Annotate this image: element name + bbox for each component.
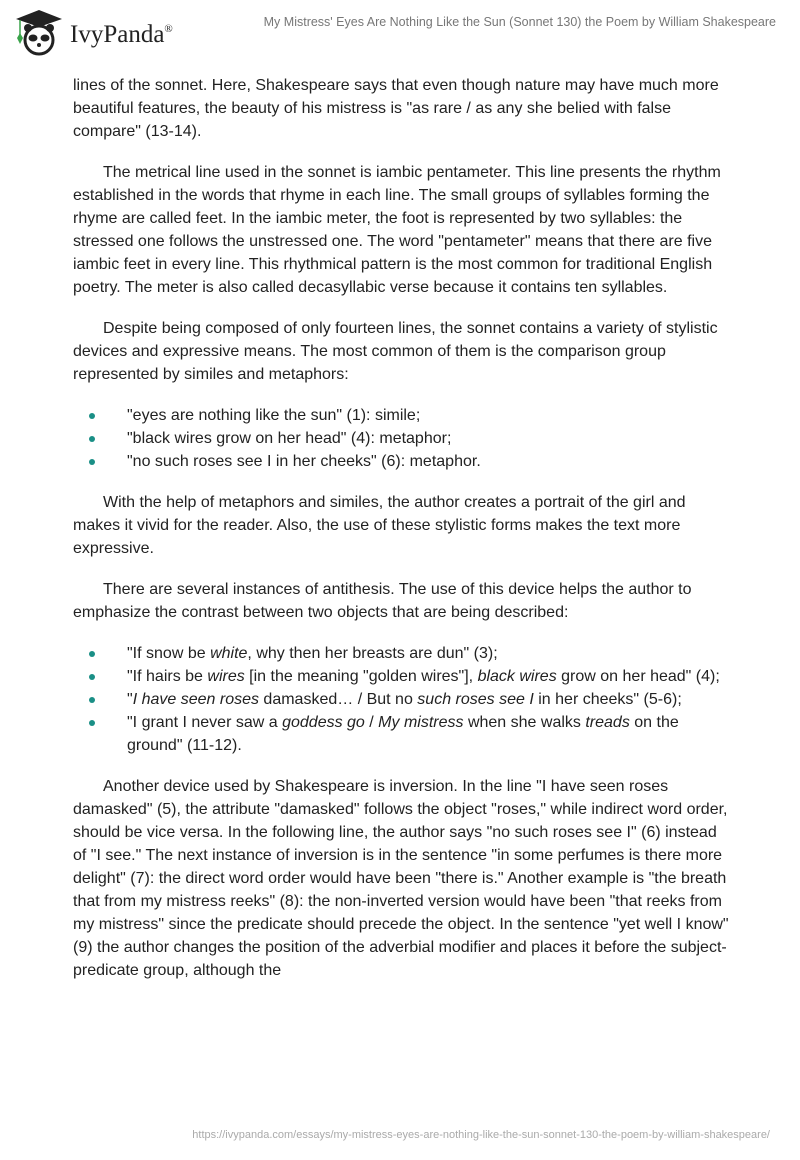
bullet-icon [89, 436, 95, 442]
paragraph: lines of the sonnet. Here, Shakespeare says that even though nature may have much more beautiful features, the beauty of his mistress is "as rare / as any she belied with false compare" (13-14). [73, 77, 719, 140]
paragraph: With the help of metaphors and similes, the author creates a portrait of the girl and makes it vivid for the reader. Also, the use of these stylistic forms makes the text more expressive. [73, 494, 686, 557]
paragraph: Another device used by Shakespeare is inversion. In the line "I have seen roses damasked" (5), the attribute "damasked" follows the object "roses," while indirect word order, should be vice versa. In the following line, the author says "no such roses see I" (6) instead of "I see." The next instance of inversion is in the sentence "in some perfumes is there more delight" (7): the direct word order would have been "there is." Another example is "the breath that from my mistress reeks" (8): the non-inverted version would have been "that reeks from my mistress" since the predicate should precede the object. In the sentence "yet well I know" (9) the author changes the position of the adverbial modifier and places it before the subject-predicate group, although the [73, 778, 729, 979]
list-item [73, 642, 733, 665]
bullet-icon [89, 459, 95, 465]
bullet-list-similes-metaphors [73, 404, 733, 473]
paragraph: The metrical line used in the sonnet is iambic pentameter. This line presents the rhythm established in the words that rhyme in each line. The small groups of syllables forming the rhyme are called feet. In the iambic meter, the foot is represented by two syllables: the stressed one follows the unstressed one. The word "pentameter" means that there are five iambic feet in every line. This rhythmical pattern is the most common for traditional English poetry. The meter is also called decasyllabic verse because it contains ten syllables. [73, 164, 721, 296]
list-item-text: "If hairs be [127, 668, 208, 685]
list-item-italic: My mistress [378, 714, 464, 731]
bullet-icon [89, 697, 95, 703]
list-item-text: in her cheeks" (5-6); [533, 691, 682, 708]
list-item [73, 711, 733, 757]
list-item-text: [in the meaning "golden wires"], [244, 668, 478, 685]
panda-graduate-icon [14, 8, 64, 56]
list-item-text: " [127, 691, 133, 708]
essay-body [73, 74, 733, 1000]
paragraph: There are several instances of antithesis. The use of this device helps the author to emphasize the contrast between two objects that are being described: [73, 581, 692, 621]
list-item-text: "black wires grow on her head" (4): metaphor; [127, 430, 452, 447]
list-item-text: / [364, 714, 379, 731]
list-item [73, 404, 733, 427]
list-item-text: on the ground" (11-12). [127, 714, 679, 754]
bullet-icon [89, 413, 95, 419]
bullet-list-antithesis [73, 642, 733, 757]
list-item-italic: white [210, 645, 248, 662]
paragraph: Despite being composed of only fourteen lines, the sonnet contains a variety of stylistic devices and expressive means. The most common of them is the comparison group represented by similes and metaphors: [73, 320, 718, 383]
list-item-italic: goddess go [282, 714, 365, 731]
list-item-text: when she walks [463, 714, 586, 731]
list-item-italic: wires [207, 668, 245, 685]
logo-text: IvyPanda [70, 21, 165, 48]
list-item [73, 665, 733, 688]
list-item-text: "If snow be [127, 645, 211, 662]
list-item [73, 427, 733, 450]
registered-mark: ® [164, 23, 173, 35]
ivypanda-logo[interactable] [14, 8, 173, 56]
list-item-text: , why then her breasts are dun" (3); [247, 645, 498, 662]
bullet-icon [89, 720, 95, 726]
list-item-italic: such roses see I [417, 691, 534, 708]
bullet-icon [89, 674, 95, 680]
list-item-italic: black wires [477, 668, 557, 685]
list-item-italic: treads [585, 714, 630, 731]
document-title: My Mistress' Eyes Are Nothing Like the Sun (Sonnet 130) the Poem by William Shakespeare [263, 15, 776, 29]
list-item-text: "eyes are nothing like the sun" (1): simile; [127, 407, 421, 424]
source-url[interactable]: https://ivypanda.com/essays/my-mistress-eyes-are-nothing-like-the-sun-sonnet-130-the-poem-by-william-shakespeare/ [192, 1129, 770, 1141]
page-header [0, 0, 800, 60]
list-item-text: "I grant I never saw a [127, 714, 283, 731]
list-item-italic: I have seen roses [132, 691, 259, 708]
list-item [73, 450, 733, 473]
list-item-text: grow on her head" (4); [556, 668, 720, 685]
list-item-text: "no such roses see I in her cheeks" (6): metaphor. [127, 453, 481, 470]
list-item [73, 688, 733, 711]
list-item-text: damasked… / But no [258, 691, 418, 708]
bullet-icon [89, 651, 95, 657]
